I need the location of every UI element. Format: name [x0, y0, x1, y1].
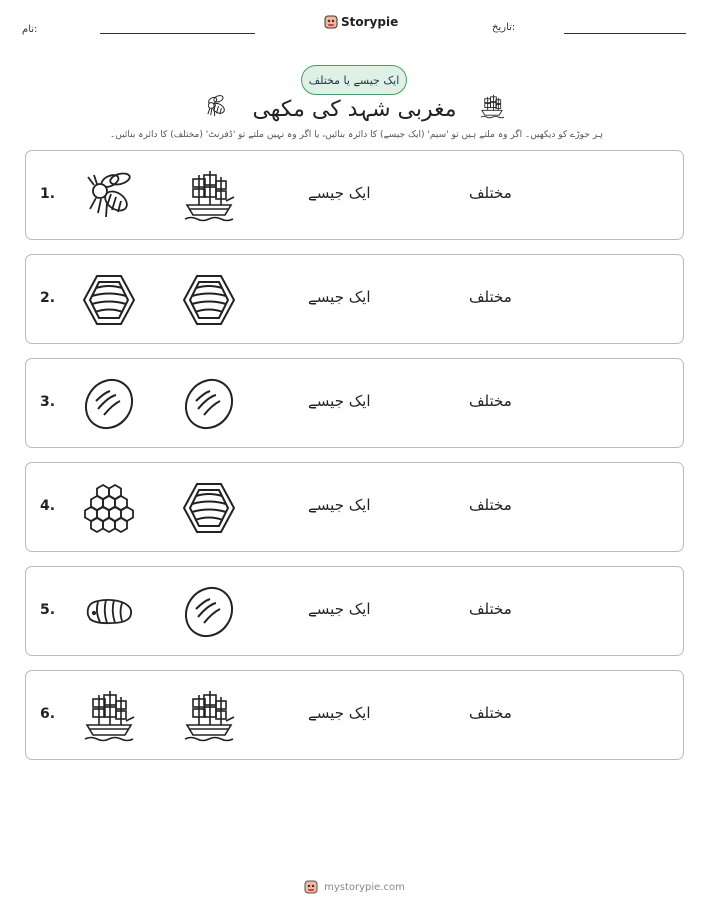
ship-icon	[82, 689, 136, 743]
instructions: ہر جوڑے کو دیکھیں۔ اگر وہ ملتے ہیں تو 'سیم' (ایک جیسے) کا دائرہ بنائیں، یا اگر وہ نہیں ملتے تو 'ڈفرنٹ' (مختلف) کا دائرہ بنائیں۔	[110, 130, 603, 140]
footer-url[interactable]: mystorypie.com	[324, 881, 405, 893]
hexagon-jar-icon	[82, 273, 136, 327]
option-different[interactable]: مختلف	[469, 600, 512, 618]
option-different[interactable]: مختلف	[469, 496, 512, 514]
honeycomb-icon	[82, 481, 136, 535]
question-row	[25, 358, 684, 448]
option-same[interactable]: ایک جیسے	[308, 496, 371, 514]
bee-icon	[82, 169, 136, 223]
bread-icon	[82, 377, 136, 431]
ship-icon	[182, 689, 236, 743]
storypie-mascot-icon	[324, 15, 338, 29]
option-different[interactable]: مختلف	[469, 392, 512, 410]
option-same[interactable]: ایک جیسے	[308, 392, 371, 410]
footer	[0, 880, 709, 894]
brand-name: Storypie	[341, 15, 399, 29]
worksheet-title	[0, 93, 709, 125]
question-number: 3.	[40, 394, 56, 410]
larva-icon	[82, 585, 136, 639]
option-same[interactable]: ایک جیسے	[308, 184, 371, 202]
option-different[interactable]: مختلف	[469, 288, 512, 306]
worksheet-type-badge: ایک جیسے یا مختلف	[301, 65, 407, 95]
option-same[interactable]: ایک جیسے	[308, 704, 371, 722]
option-different[interactable]: مختلف	[469, 704, 512, 722]
option-same[interactable]: ایک جیسے	[308, 288, 371, 306]
question-number: 2.	[40, 290, 56, 306]
question-number: 1.	[40, 186, 56, 202]
brand-logo	[324, 15, 398, 29]
hexagon-jar-icon	[182, 273, 236, 327]
name-line[interactable]	[100, 33, 255, 34]
option-same[interactable]: ایک جیسے	[308, 600, 371, 618]
question-row	[25, 670, 684, 760]
date-label: تاریخ:	[492, 22, 516, 33]
title-ship-icon	[479, 93, 505, 125]
bread-icon	[182, 585, 236, 639]
title-bee-icon	[204, 93, 230, 125]
question-row	[25, 462, 684, 552]
storypie-mascot-icon	[304, 880, 318, 894]
question-row	[25, 254, 684, 344]
bread-icon	[182, 377, 236, 431]
question-number: 4.	[40, 498, 56, 514]
date-line[interactable]	[564, 33, 686, 34]
hexagon-jar-icon	[182, 481, 236, 535]
name-label: نام:	[22, 24, 38, 35]
question-number: 5.	[40, 602, 56, 618]
question-number: 6.	[40, 706, 56, 722]
question-row	[25, 150, 684, 240]
title-text: مغربی شہد کی مکھی	[252, 96, 457, 122]
ship-icon	[182, 169, 236, 223]
option-different[interactable]: مختلف	[469, 184, 512, 202]
question-row	[25, 566, 684, 656]
